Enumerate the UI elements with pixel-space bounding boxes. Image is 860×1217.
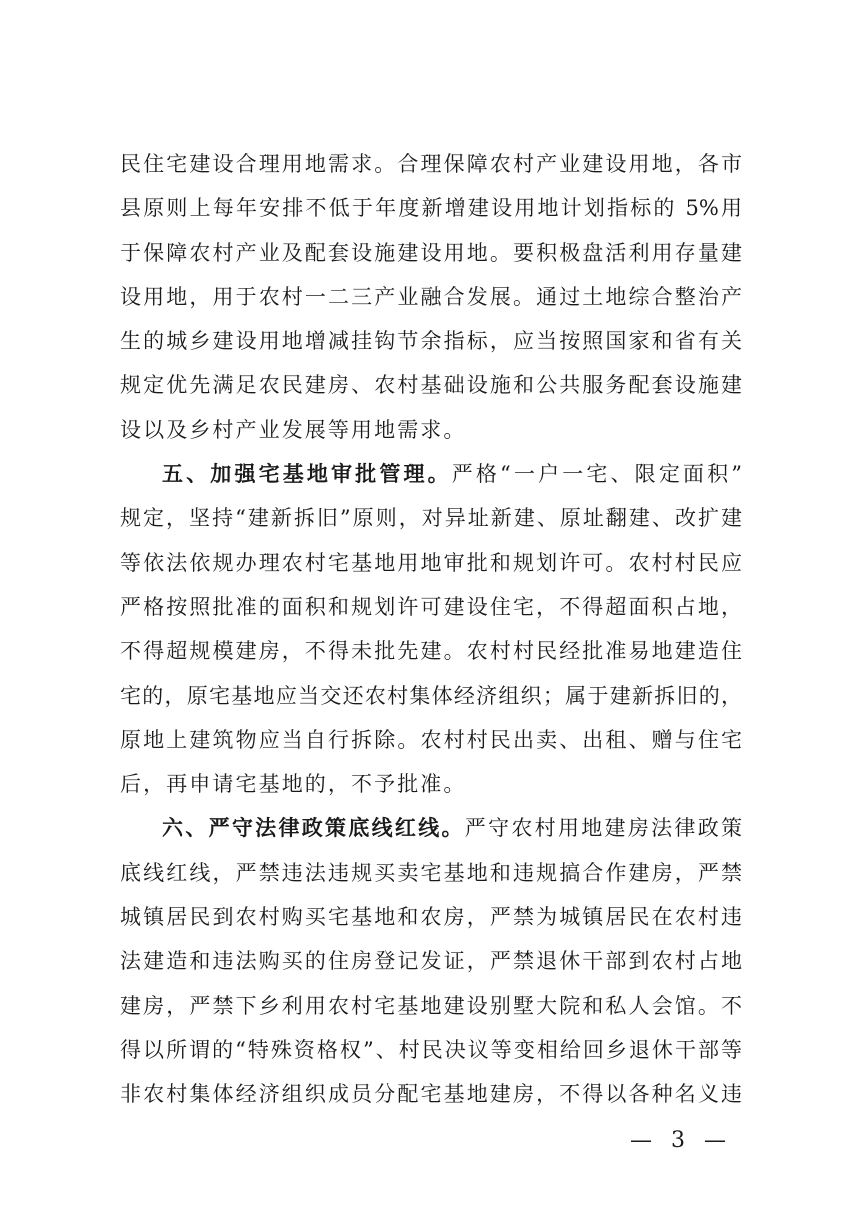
section-first-line <box>120 806 742 850</box>
text-line: 底线红线，严禁违法违规买卖宅基地和违规搞合作建房，严禁 <box>120 860 742 885</box>
text-line: 设用地，用于农村一二三产业融合发展。通过土地综合整治产 <box>120 284 742 309</box>
text-line: 非农村集体经济组织成员分配宅基地建房，不得以各种名义违 <box>120 1082 742 1107</box>
text-line: 城镇居民到农村购买宅基地和农房，严禁为城镇居民在农村违 <box>120 905 742 930</box>
text-line: 规定，坚持“建新拆旧”原则，对异址新建、原址翻建、改扩建 <box>120 506 742 531</box>
section-5-homestead-approval <box>120 452 742 806</box>
document-body <box>120 142 742 1117</box>
section-first-line <box>120 452 742 496</box>
text-line: 建房，严禁下乡利用农村宅基地建设别墅大院和私人会馆。不 <box>120 993 742 1018</box>
text-line: 规定优先满足农民建房、农村基础设施和公共服务配套设施建 <box>120 373 742 398</box>
paragraph-land-use-demand <box>120 142 742 452</box>
text-line: 县原则上每年安排不低于年度新增建设用地计划指标的 5%用 <box>120 196 742 221</box>
text-line: 生的城乡建设用地增减挂钩节余指标，应当按照国家和省有关 <box>120 329 742 354</box>
text-line: 民住宅建设合理用地需求。合理保障农村产业建设用地，各市 <box>120 152 742 176</box>
section-6-legal-red-lines <box>120 806 742 1116</box>
text-line: 不得超规模建房，不得未批先建。农村村民经批准易地建造住 <box>120 639 742 664</box>
section-heading: 五、加强宅基地审批管理。 <box>162 462 452 487</box>
section-first-line-text: 严守农村用地建房法律政策 <box>464 816 743 841</box>
text-line: 得以所谓的“特殊资格权”、村民决议等变相给回乡退休干部等 <box>120 1037 742 1062</box>
page-number: — 3 — <box>630 1128 732 1153</box>
text-line: 设以及乡村产业发展等用地需求。 <box>120 417 467 442</box>
text-line: 等依法依规办理农村宅基地用地审批和规划许可。农村村民应 <box>120 550 742 575</box>
section-heading: 六、严守法律政策底线红线。 <box>162 816 465 841</box>
text-line: 宅的，原宅基地应当交还农村集体经济组织；属于建新拆旧的， <box>120 683 742 708</box>
text-line: 后，再申请宅基地的，不予批准。 <box>120 772 467 797</box>
text-line: 严格按照批准的面积和规划许可建设住宅，不得超面积占地， <box>120 594 742 619</box>
text-line: 于保障农村产业及配套设施建设用地。要积极盘活利用存量建 <box>120 240 742 265</box>
text-line: 原地上建筑物应当自行拆除。农村村民出卖、出租、赠与住宅 <box>120 727 742 752</box>
section-first-line-text: 严格“一户一宅、限定面积” <box>451 462 742 487</box>
text-line: 法建造和违法购买的住房登记发证，严禁退休干部到农村占地 <box>120 949 742 974</box>
